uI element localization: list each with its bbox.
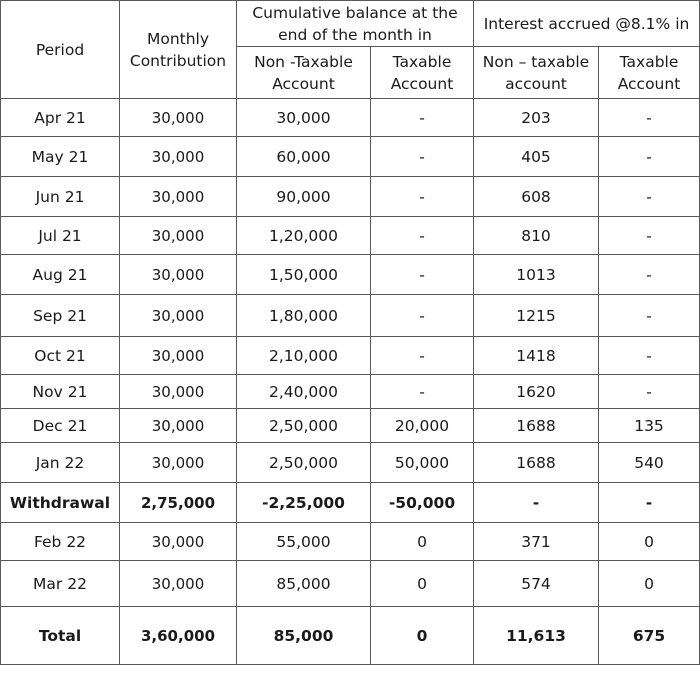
- contribution-cell: 30,000: [120, 409, 237, 443]
- interest-non-taxable-cell: 203: [474, 99, 599, 137]
- table-row: [1, 375, 700, 409]
- header-interest-non-taxable-text: Non – taxable account: [482, 52, 590, 93]
- period-cell: Dec 21: [1, 409, 120, 443]
- header-cumulative-taxable-text: Taxable Account: [390, 52, 454, 93]
- contribution-cell: 2,75,000: [120, 483, 237, 523]
- interest-taxable-cell: -: [599, 375, 700, 409]
- interest-taxable-cell: -: [599, 177, 700, 217]
- contribution-cell: 30,000: [120, 177, 237, 217]
- contribution-cell: 30,000: [120, 255, 237, 295]
- cumulative-taxable-cell: -: [371, 375, 474, 409]
- cumulative-non-taxable-cell: 2,40,000: [237, 375, 371, 409]
- contribution-cell: 30,000: [120, 137, 237, 177]
- header-cumulative-non-taxable: [237, 47, 371, 99]
- header-interest-non-taxable: [474, 47, 599, 99]
- interest-non-taxable-cell: 1215: [474, 295, 599, 337]
- period-cell: Total: [1, 607, 120, 665]
- header-interest-taxable: [599, 47, 700, 99]
- table-row: [1, 295, 700, 337]
- cumulative-taxable-cell: -: [371, 99, 474, 137]
- interest-non-taxable-cell: 810: [474, 217, 599, 255]
- interest-taxable-cell: 135: [599, 409, 700, 443]
- interest-non-taxable-cell: 1688: [474, 409, 599, 443]
- table-row: [1, 99, 700, 137]
- period-cell: Oct 21: [1, 337, 120, 375]
- interest-taxable-cell: 675: [599, 607, 700, 665]
- period-cell: Jul 21: [1, 217, 120, 255]
- interest-taxable-cell: -: [599, 99, 700, 137]
- contribution-cell: 30,000: [120, 295, 237, 337]
- interest-non-taxable-cell: 1688: [474, 443, 599, 483]
- header-cumulative-balance: [237, 1, 474, 47]
- interest-taxable-cell: -: [599, 137, 700, 177]
- total-row: [1, 607, 700, 665]
- cumulative-non-taxable-cell: 2,10,000: [237, 337, 371, 375]
- table-row: [1, 255, 700, 295]
- header-cumulative-taxable: [371, 47, 474, 99]
- cumulative-non-taxable-cell: 30,000: [237, 99, 371, 137]
- cumulative-non-taxable-cell: 85,000: [237, 607, 371, 665]
- period-cell: Jan 22: [1, 443, 120, 483]
- header-monthly-contribution: [120, 1, 237, 99]
- cumulative-taxable-cell: 0: [371, 607, 474, 665]
- period-cell: Aug 21: [1, 255, 120, 295]
- header-period: Period: [1, 1, 120, 99]
- cumulative-non-taxable-cell: 1,50,000: [237, 255, 371, 295]
- interest-non-taxable-cell: 574: [474, 561, 599, 607]
- contribution-cell: 30,000: [120, 217, 237, 255]
- interest-taxable-cell: -: [599, 337, 700, 375]
- cumulative-taxable-cell: -50,000: [371, 483, 474, 523]
- table-row: [1, 409, 700, 443]
- contribution-cell: 30,000: [120, 375, 237, 409]
- cumulative-taxable-cell: -: [371, 255, 474, 295]
- period-cell: Apr 21: [1, 99, 120, 137]
- interest-non-taxable-cell: 608: [474, 177, 599, 217]
- interest-non-taxable-cell: 371: [474, 523, 599, 561]
- header-interest-accrued: Interest accrued @8.1% in: [474, 1, 700, 47]
- period-cell: Mar 22: [1, 561, 120, 607]
- cumulative-taxable-cell: -: [371, 217, 474, 255]
- interest-non-taxable-cell: 1620: [474, 375, 599, 409]
- interest-taxable-cell: 0: [599, 523, 700, 561]
- cumulative-non-taxable-cell: 1,80,000: [237, 295, 371, 337]
- contribution-cell: 30,000: [120, 99, 237, 137]
- table-row: [1, 523, 700, 561]
- period-cell: Feb 22: [1, 523, 120, 561]
- contribution-cell: 3,60,000: [120, 607, 237, 665]
- header-monthly-contribution-text: Monthly Contribution: [129, 29, 227, 70]
- table-row: [1, 137, 700, 177]
- table-row: [1, 177, 700, 217]
- contribution-cell: 30,000: [120, 523, 237, 561]
- cumulative-non-taxable-cell: 2,50,000: [237, 443, 371, 483]
- cumulative-non-taxable-cell: 2,50,000: [237, 409, 371, 443]
- contribution-cell: 30,000: [120, 337, 237, 375]
- header-cumulative-non-taxable-text: Non -Taxable Account: [254, 52, 353, 93]
- interest-taxable-cell: 0: [599, 561, 700, 607]
- period-cell: Jun 21: [1, 177, 120, 217]
- cumulative-taxable-cell: 0: [371, 523, 474, 561]
- interest-non-taxable-cell: 405: [474, 137, 599, 177]
- header-interest-taxable-text: Taxable Account: [617, 52, 681, 93]
- table-row: [1, 337, 700, 375]
- interest-non-taxable-cell: 1418: [474, 337, 599, 375]
- interest-non-taxable-cell: 1013: [474, 255, 599, 295]
- cumulative-taxable-cell: -: [371, 337, 474, 375]
- interest-non-taxable-cell: -: [474, 483, 599, 523]
- interest-taxable-cell: -: [599, 483, 700, 523]
- cumulative-non-taxable-cell: 85,000: [237, 561, 371, 607]
- cumulative-non-taxable-cell: 90,000: [237, 177, 371, 217]
- cumulative-taxable-cell: 0: [371, 561, 474, 607]
- table-body: [1, 99, 700, 665]
- table-row: [1, 217, 700, 255]
- cumulative-non-taxable-cell: 60,000: [237, 137, 371, 177]
- cumulative-non-taxable-cell: -2,25,000: [237, 483, 371, 523]
- period-cell: Sep 21: [1, 295, 120, 337]
- table-row: [1, 561, 700, 607]
- header-cumulative-balance-text: Cumulative balance at the end of the month in: [252, 3, 458, 44]
- interest-taxable-cell: -: [599, 217, 700, 255]
- cumulative-taxable-cell: -: [371, 177, 474, 217]
- cumulative-taxable-cell: -: [371, 137, 474, 177]
- table-row: [1, 443, 700, 483]
- interest-non-taxable-cell: 11,613: [474, 607, 599, 665]
- interest-taxable-cell: 540: [599, 443, 700, 483]
- period-cell: Nov 21: [1, 375, 120, 409]
- contribution-cell: 30,000: [120, 561, 237, 607]
- interest-taxable-cell: -: [599, 295, 700, 337]
- period-cell: May 21: [1, 137, 120, 177]
- cumulative-non-taxable-cell: 1,20,000: [237, 217, 371, 255]
- cumulative-taxable-cell: 50,000: [371, 443, 474, 483]
- cumulative-taxable-cell: 20,000: [371, 409, 474, 443]
- interest-taxable-cell: -: [599, 255, 700, 295]
- withdrawal-row: [1, 483, 700, 523]
- contribution-cell: 30,000: [120, 443, 237, 483]
- period-cell: Withdrawal: [1, 483, 120, 523]
- cumulative-taxable-cell: -: [371, 295, 474, 337]
- cumulative-non-taxable-cell: 55,000: [237, 523, 371, 561]
